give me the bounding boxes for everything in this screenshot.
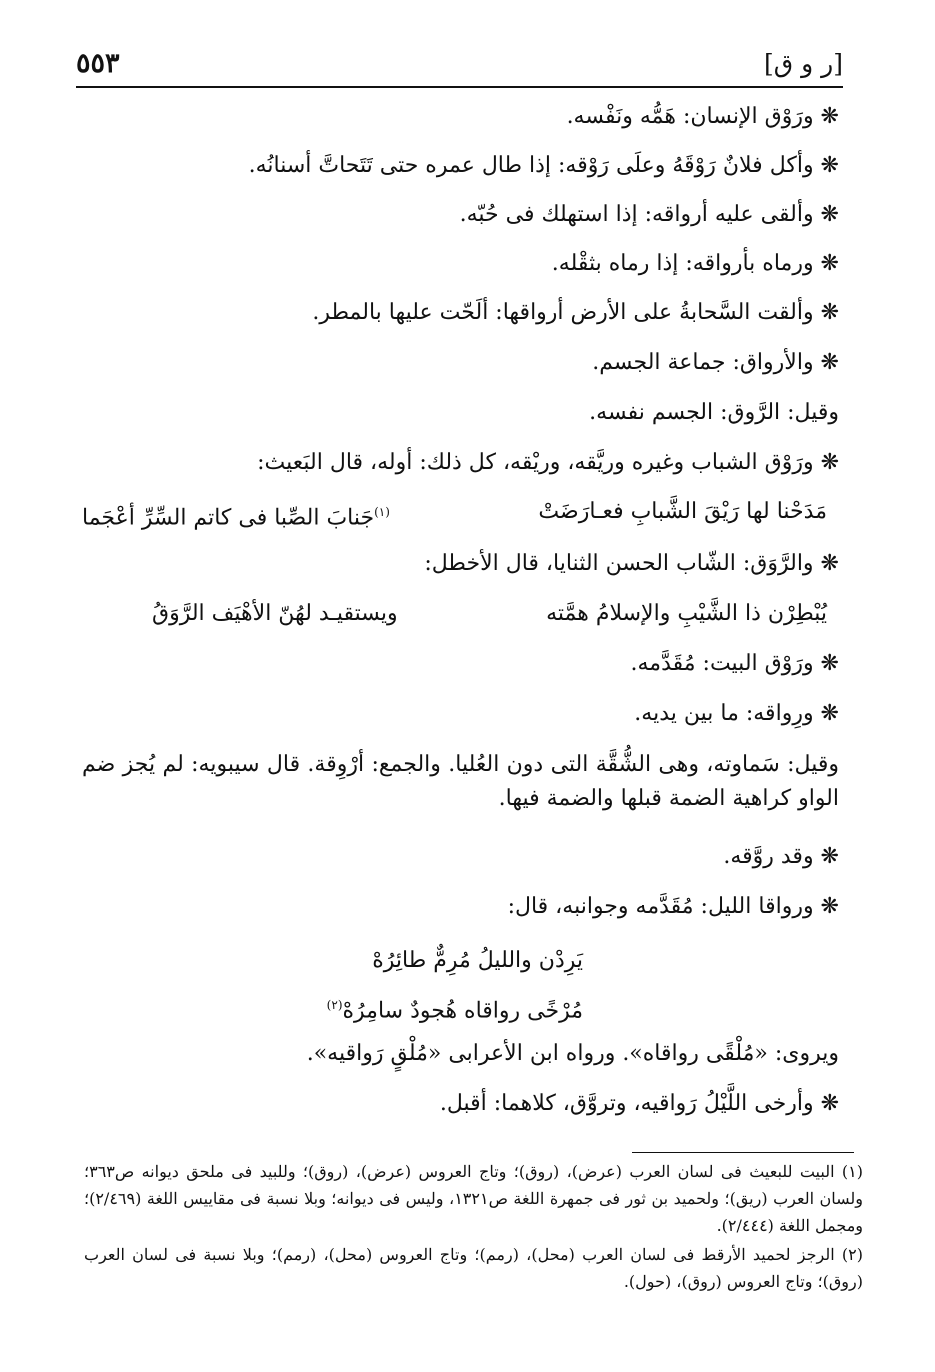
entry-paragraph: وقيل: سَماوته، وهى الشُّقَّة التى دون العُليا. والجمع: أرْوِقة. قال سيبويه: لم يُجز ضم الواو كراهية الضمة قبلها والضمة فيها. xyxy=(82,752,839,811)
footnote-mark-2: (٢) xyxy=(326,998,343,1012)
entry-line: ❋ ورواقا الليل: مُقَدَّمه وجوانبه، قال: xyxy=(507,894,839,919)
footnote-mark-1: (١) xyxy=(374,505,390,519)
entry-line: ❋ وألقت السَّحابةُ على الأرض أرواقها: ألَحّت عليها بالمطر. xyxy=(312,300,839,325)
entry-line: ❋ والرَّوَق: الشّاب الحسن الثنايا، قال الأخطل: xyxy=(424,551,839,576)
entry-line: ❋ والأرواق: جماعة الجسم. xyxy=(592,350,839,375)
entry-line: ❋ وقد روَّقه. xyxy=(723,844,839,869)
verse-2-hemistich-2: ويستقيـد لهُنّ الأهْيَف الرَّوَقُ xyxy=(152,601,398,626)
footnote-1: (١) البيت للبعيث فى لسان العرب (عرض)، (روق)؛ وتاج العروس (عرض)، (روق)؛ وللبيد فى ملحق ديوانه ص٣٦٣؛ ولسان العرب (ريق)؛ ولحميد بن ثور فى جمهرة اللغة ص١٣٢١، وليس فى ديوانه؛ وبلا نسبة فى مقاييس اللغة (٢/٤٦٩)؛ ومجمل اللغة (٢/٤٤٤). xyxy=(84,1162,864,1235)
entry-line: ❋ وأكل فلانٌ رَوْقَهُ وعلَى رَوْقه: إذا طال عمره حتى تَتَحاتَّ أسنانُه. xyxy=(248,153,839,178)
rajaz-verse xyxy=(82,946,839,1026)
root-word-heading: [ر و ق] xyxy=(764,48,843,78)
entry-line: ويروى: «مُلْقًى رواقاه». ورواه ابن الأعرابى «مُلْقٍ رَواقيه». xyxy=(306,1041,839,1066)
verse-2-hemistich-1: يُبْطِرْن ذا الشَّيْبِ والإسلامُ همَّته xyxy=(546,601,827,626)
footnotes xyxy=(84,1158,863,1297)
verse-1 xyxy=(82,497,839,531)
footnote-separator xyxy=(632,1152,854,1153)
verse-2 xyxy=(82,599,839,633)
entry-line: ❋ ورِواقه: ما بين يديه. xyxy=(634,701,839,726)
entry-line: ❋ ورماه بأرواقه: إذا رماه بثقْله. xyxy=(551,251,839,276)
entry-line: وقيل: الرَّوق: الجسم نفسه. xyxy=(589,400,839,425)
entry-line: ❋ ورَوْق الشباب وغيره وريَّقه، وريْقه، كل ذلك: أوله، قال البَعيث: xyxy=(257,450,839,475)
entry-line: ❋ وألقى عليه أرواقه: إذا استهلك فى حُبّه. xyxy=(459,202,839,227)
page-number: ٥٥٣ xyxy=(76,47,120,79)
entry-line: ❋ وأرخى اللَّيْلُ رَواقيه، وتروَّق، كلاهما: أقبل. xyxy=(439,1091,839,1116)
verse-1-hemistich-2: جَنابَ الصِّبا فى كاتم السِّرِّ أعْجَما xyxy=(82,505,375,531)
rajaz-line-1: يَرِدْن والليلُ مُرِمٌّ طائِرُهْ xyxy=(372,948,583,973)
entry-line: ❋ ورَوْق البيت: مُقَدَّمه. xyxy=(630,651,839,676)
page-header xyxy=(76,40,843,88)
rajaz-line-2: مُرْخًى رواقاه هُجودٌ سامِرُهْ xyxy=(342,998,583,1024)
entry-line: ❋ ورَوْق الإنسان: هَمُّه ونَفْسه. xyxy=(566,104,839,129)
footnote-2: (٢) الرجز لحميد الأرقط فى لسان العرب (محل)، (رمم)؛ وتاج العروس (محل)، (رمم)؛ وبلا نسبة فى لسان العرب (روق)؛ وتاج العروس (روق)، (حول). xyxy=(84,1245,863,1291)
verse-1-hemistich-1: مَدَحْنا لها رَيْقَ الشَّبابِ فعـارَضَتْ xyxy=(538,499,827,524)
